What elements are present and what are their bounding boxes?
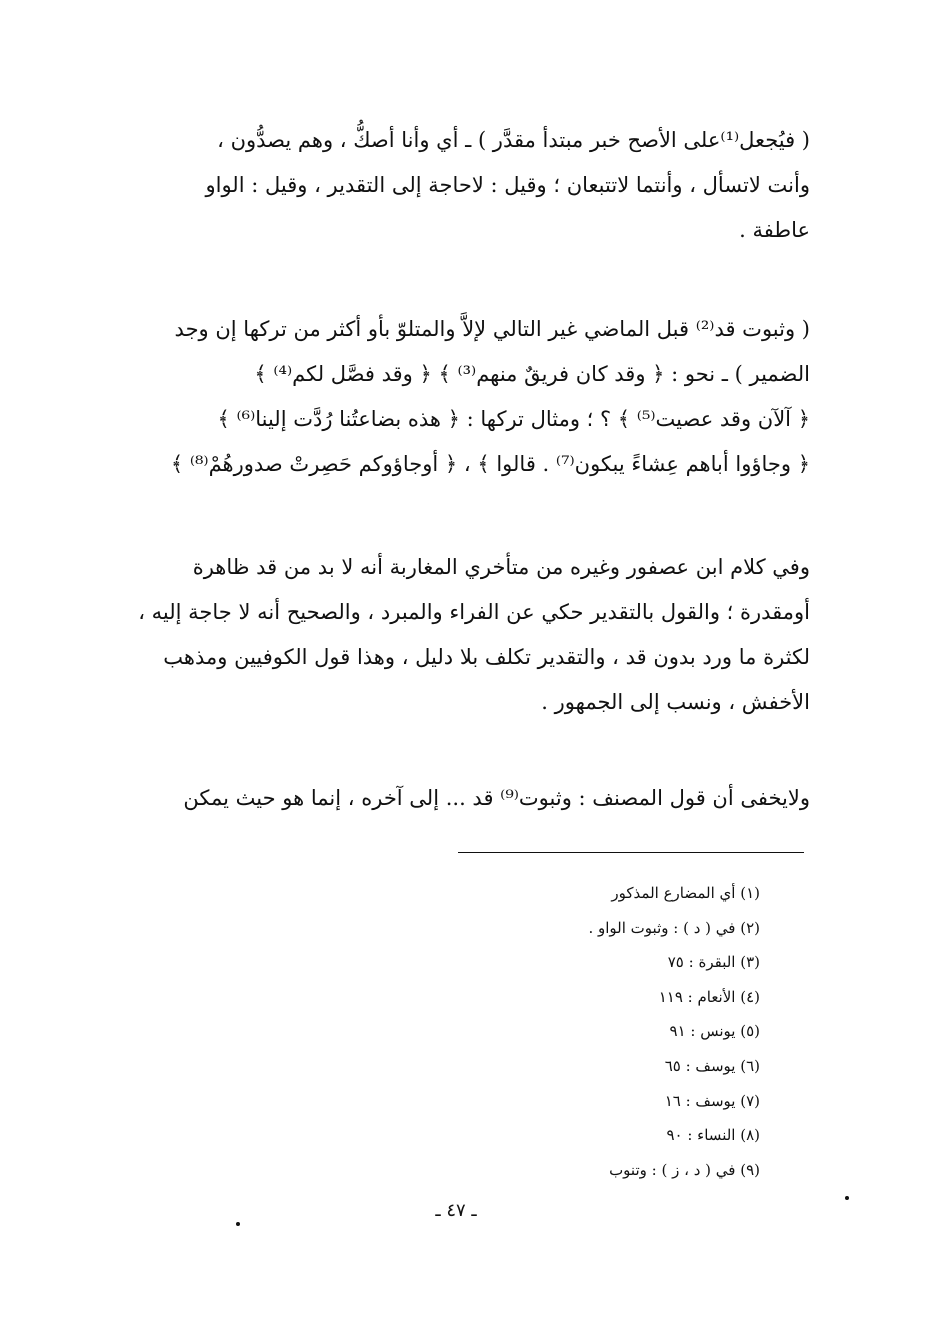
scan-speck (845, 1196, 849, 1200)
text-line: ﴿ وجاؤوا أباهم عِشاءً يبكون⁽⁷⁾ . قالوا ﴾ ، ﴿ أوجاؤوكم حَصِرتْ صدورهُمْ⁽⁸⁾ ﴾ (170, 452, 810, 476)
text-line: ﴿ آلآن وقد عصيت⁽⁵⁾ ﴾ ؟ ؛ ومثال تركها : ﴿ هذه بضاعتُنا رُدَّت إلينا⁽⁶⁾ ﴾ (217, 407, 810, 431)
text-line: وأنت لاتسأل ، وأنتما لاتتبعان ؛ وقيل : لاحاجة إلى التقدير ، وقيل : الواو (205, 173, 810, 197)
footnote-item: (٩) في ( د ، ز ) : وتنوب (609, 1160, 760, 1179)
footnote-item: (٢) في ( د ) : وثبوت الواو . (588, 918, 760, 937)
text-line: الضمير ) ـ نحو : ﴿ وقد كان فريقٌ منهم⁽³⁾ ﴾ ﴿ وقد فصَّل لكم⁽⁴⁾ ﴾ (254, 362, 810, 386)
footnote-item: (٥) يونس : ٩١ (669, 1022, 760, 1041)
footnote-item: (١) أي المضارع المذكور (611, 884, 760, 902)
footnote-item: (٤) الأنعام : ١١٩ (658, 987, 760, 1006)
text-line: ( وثبوت قد⁽²⁾ قبل الماضي غير التالي لإلاَّ والمتلوّ بأو أكثر من تركها إن وجد (174, 317, 810, 341)
text-line: أومقدرة ؛ والقول بالتقدير حكي عن الفراء والمبرد ، والصحيح أنه لا جاجة إليه ، (138, 600, 810, 624)
text-line: ولايخفى أن قول المصنف : وثبوت⁽⁹⁾ قد ... إلى آخره ، إنما هو حيث يمكن (183, 786, 810, 810)
paragraph-2 (120, 307, 810, 487)
scan-speck (236, 1222, 240, 1226)
footnote-item: (٣) البقرة : ٧٥ (667, 953, 760, 972)
text-line: وفي كلام ابن عصفور وغيره من متأخري المغاربة أنه لا بد من قد ظاهرة (192, 555, 810, 579)
footnote-item: (٧) يوسف : ١٦ (664, 1091, 760, 1110)
text-line: لكثرة ما ورد بدون قد ، والتقدير تكلف بلا دليل ، وهذا قول الكوفيين ومذهب (163, 645, 810, 669)
paragraph-1 (120, 118, 810, 253)
footnote-item: (٨) النساء : ٩٠ (666, 1126, 760, 1145)
paragraph-3 (120, 545, 810, 725)
text-line: ( فيُجعل⁽¹⁾على الأصح خبر مبتدأ مقدَّر ) ـ أي وأنا أصكُّ ، وهم يصدُّون ، (217, 128, 810, 152)
paragraph-4 (120, 776, 810, 821)
footnotes-list (420, 876, 760, 1187)
text-line: عاطفة . (739, 218, 810, 242)
text-line: الأخفش ، ونسب إلى الجمهور . (541, 690, 810, 714)
page-number: ـ ٤٧ ـ (435, 1200, 477, 1221)
footnote-item: (٦) يوسف : ٦٥ (664, 1056, 760, 1075)
footnote-divider (458, 852, 804, 853)
